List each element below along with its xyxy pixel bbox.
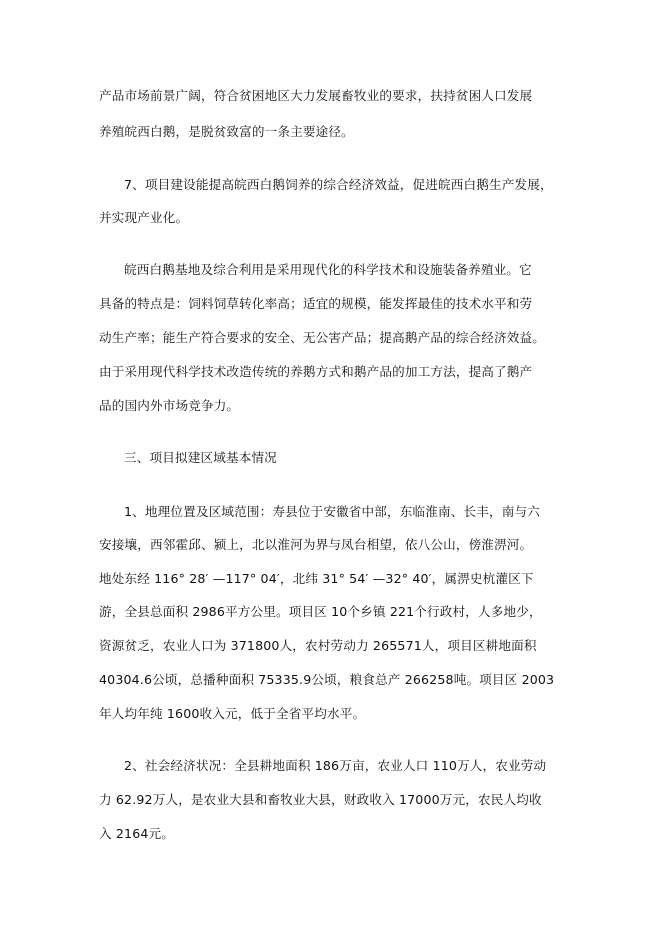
text-line: 7、项目建设能提高皖西白鹅饲养的综合经济效益，促进皖西白鹅生产发展， — [124, 177, 553, 192]
text-line: 具备的特点是：饲料饲草转化率高；适宜的规模，能发挥最佳的技术水平和劳 — [99, 296, 533, 311]
text-line: 地处东经 116° 28′ —117° 04′，北纬 31° 54′ —32° 40′，属淠史杭灌区下 — [99, 571, 534, 586]
text-line: 产品市场前景广阔，符合贫困地区大力发展畜牧业的要求，扶持贫困人口发展 — [99, 88, 533, 103]
text-line: 40304.6公顷，总播种面积 75335.9公顷，粮食总产 266258吨。项目区 2003 — [99, 672, 555, 687]
text-line: 2、社会经济状况：全县耕地面积 186万亩，农业人口 110万人，农业劳动 — [124, 758, 547, 773]
text-line: 品的国内外市场竞争力。 — [99, 398, 240, 413]
text-line: 资源贫乏，农业人口为 371800人，农村劳动力 265571人，项目区耕地面积 — [99, 638, 537, 653]
text-line: 1、地理位置及区域范围：寿县位于安徽省中部，东临淮南、长丰，南与六 — [124, 504, 540, 519]
text-line: 并实现产业化。 — [99, 210, 189, 225]
section-heading: 三、项目拟建区域基本情况 — [124, 450, 277, 465]
text-line: 由于采用现代科学技术改造传统的养鹅方式和鹅产品的加工方法，提高了鹅产 — [99, 364, 533, 379]
text-line: 入 2164元。 — [99, 826, 175, 841]
text-line: 养殖皖西白鹅，是脱贫致富的一条主要途径。 — [99, 124, 354, 139]
text-line: 皖西白鹅基地及综合利用是采用现代化的科学技术和设施装备养殖业。它 — [124, 262, 532, 277]
text-line: 年人均年纯 1600收入元，低于全省平均水平。 — [99, 706, 366, 721]
text-line: 力 62.92万人，是农业大县和畜牧业大县，财政收入 17000万元，农民人均收 — [99, 792, 542, 807]
text-line: 安接壤，西邻霍邱、颍上，北以淮河为界与凤台相望，依八公山，傍淮淠河。 — [99, 537, 533, 552]
text-line: 游，全县总面积 2986平方公里。项目区 10个乡镇 221个行政村，人多地少， — [99, 604, 542, 619]
text-line: 动生产率；能生产符合要求的安全、无公害产品；提高鹅产品的综合经济效益。 — [99, 330, 546, 345]
